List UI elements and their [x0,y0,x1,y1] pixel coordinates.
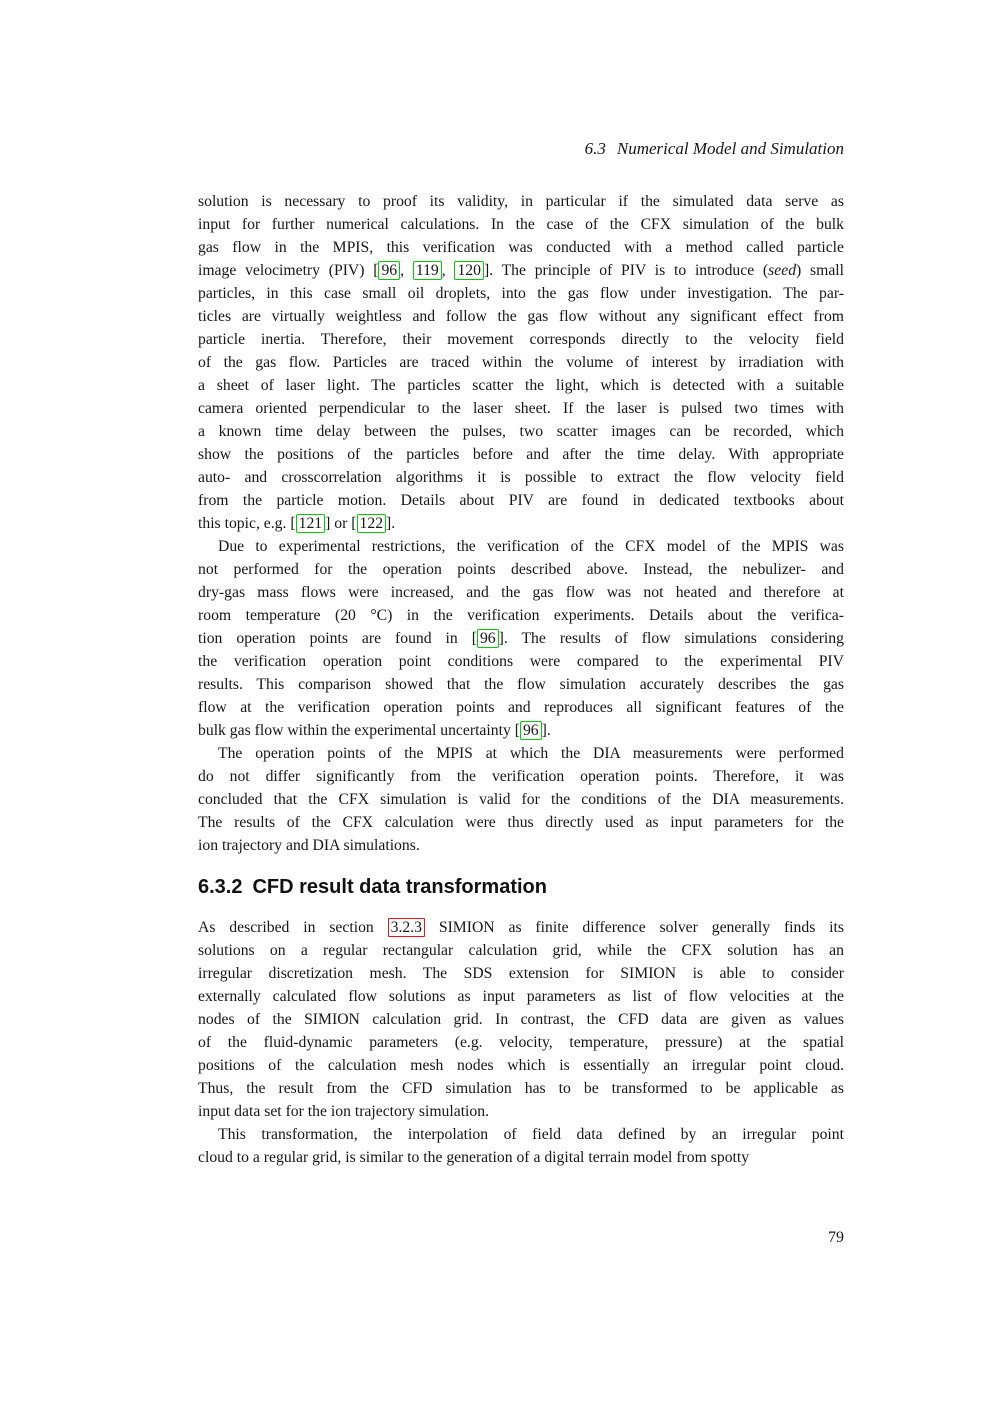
text-line: nodes of the SIMION calculation grid. In contrast, the CFD data are given as values [198,1011,844,1028]
text-line: of the gas flow. Particles are traced within the volume of interest by irradiation with [198,354,844,371]
text-line: the verification operation point conditions were compared to the experimental PIV [198,653,844,670]
text-line: room temperature (20 °C) in the verification experiments. Details about the verifica- [198,607,844,624]
citation-link[interactable]: 121 [296,514,326,533]
text-line: a sheet of laser light. The particles scatter the light, which is detected with a suitable [198,377,844,394]
subsection-heading [198,874,844,900]
text-line: The operation points of the MPIS at which the DIA measurements were performed [218,745,844,762]
citation-link[interactable]: 96 [520,721,542,740]
citation-link[interactable]: 120 [454,261,484,280]
text-line: a known time delay between the pulses, two scatter images can be recorded, which [198,423,844,440]
text-line: concluded that the CFX simulation is valid for the conditions of the DIA measurements. [198,791,844,808]
emphasis-text: seed [768,262,797,279]
text-line: ticles are virtually weightless and follow the gas flow without any significant effect from [198,308,844,325]
section-ref-link[interactable]: 3.2.3 [388,918,425,937]
text-line: gas flow in the MPIS, this verification was conducted with a method called particle [198,239,844,256]
paragraph [198,916,844,1123]
text-line: This transformation, the interpolation of field data defined by an irregular point [218,1126,844,1143]
text-line: bulk gas flow within the experimental uncertainty [ 96 ]. [198,722,551,739]
text-line: do not differ significantly from the verification operation points. Therefore, it was [198,768,844,785]
heading-number: 6.3.2 [198,876,243,898]
text-line: tion operation points are found in [ 96 ]. The results of flow simulations considering [198,630,844,647]
paragraph [198,190,844,535]
paragraph [198,535,844,742]
citation-link[interactable]: 96 [477,629,499,648]
text-line: particles, in this case small oil droplets, into the gas flow under investigation. The par- [198,285,844,302]
text-line: Thus, the result from the CFD simulation has to be transformed to be applicable as [198,1080,844,1097]
text-line: auto- and crosscorrelation algorithms it is possible to extract the flow velocity field [198,469,844,486]
text-line: input for further numerical calculations. In the case of the CFX simulation of the bulk [198,216,844,233]
running-header-title: Numerical Model and Simulation [616,139,844,158]
text-line: solutions on a regular rectangular calculation grid, while the CFX solution has an [198,942,844,959]
text-line: ion trajectory and DIA simulations. [198,837,420,854]
text-line: particle inertia. Therefore, their movement corresponds directly to the velocity field [198,331,844,348]
text-line: positions of the calculation mesh nodes which is essentially an irregular point cloud. [198,1057,844,1074]
running-header [198,137,844,160]
text-line: input data set for the ion trajectory simulation. [198,1103,490,1120]
citation-link[interactable]: 96 [378,261,400,280]
text-line: results. This comparison showed that the flow simulation accurately describes the gas [198,676,844,693]
page-number: 79 [828,1229,844,1246]
text-line: solution is necessary to proof its validity, in particular if the simulated data serve as [198,193,844,210]
text-line: flow at the verification operation points and reproduces all significant features of the [198,699,844,716]
text-line: Due to experimental restrictions, the verification of the CFX model of the MPIS was [218,538,844,555]
text-line: from the particle motion. Details about PIV are found in dedicated textbooks about [198,492,844,509]
text-line: image velocimetry (PIV) [ 96 , 119 , 120 ]. The principle of PIV is to introduce (seed) small [198,262,845,279]
text-line: cloud to a regular grid, is similar to the generation of a digital terrain model from spotty [198,1149,750,1166]
text-line: this topic, e.g. [ 121 ] or [ 122 ]. [198,515,396,532]
running-header-section-number: 6.3 [584,139,606,158]
text-line: dry-gas mass flows were increased, and the gas flow was not heated and therefore at [198,584,844,601]
text-line: As described in section 3.2.3 SIMION as finite difference solver generally finds its [198,919,844,936]
text-column [198,190,844,1169]
text-line: The results of the CFX calculation were thus directly used as input parameters for the [198,814,844,831]
text-line: of the fluid-dynamic parameters (e.g. velocity, temperature, pressure) at the spatial [198,1034,844,1051]
paragraph [198,1123,844,1169]
text-line: show the positions of the particles before and after the time delay. With appropriate [198,446,844,463]
text-line: not performed for the operation points described above. Instead, the nebulizer- and [198,561,844,578]
text-line: externally calculated flow solutions as input parameters as list of flow velocities at the [198,988,844,1005]
text-line: irregular discretization mesh. The SDS extension for SIMION is able to consider [198,965,844,982]
citation-link[interactable]: 119 [413,261,442,280]
paragraph [198,742,844,857]
text-line: camera oriented perpendicular to the laser sheet. If the laser is pulsed two times with [198,400,844,417]
heading-title: CFD result data transformation [252,876,547,898]
citation-link[interactable]: 122 [357,514,387,533]
